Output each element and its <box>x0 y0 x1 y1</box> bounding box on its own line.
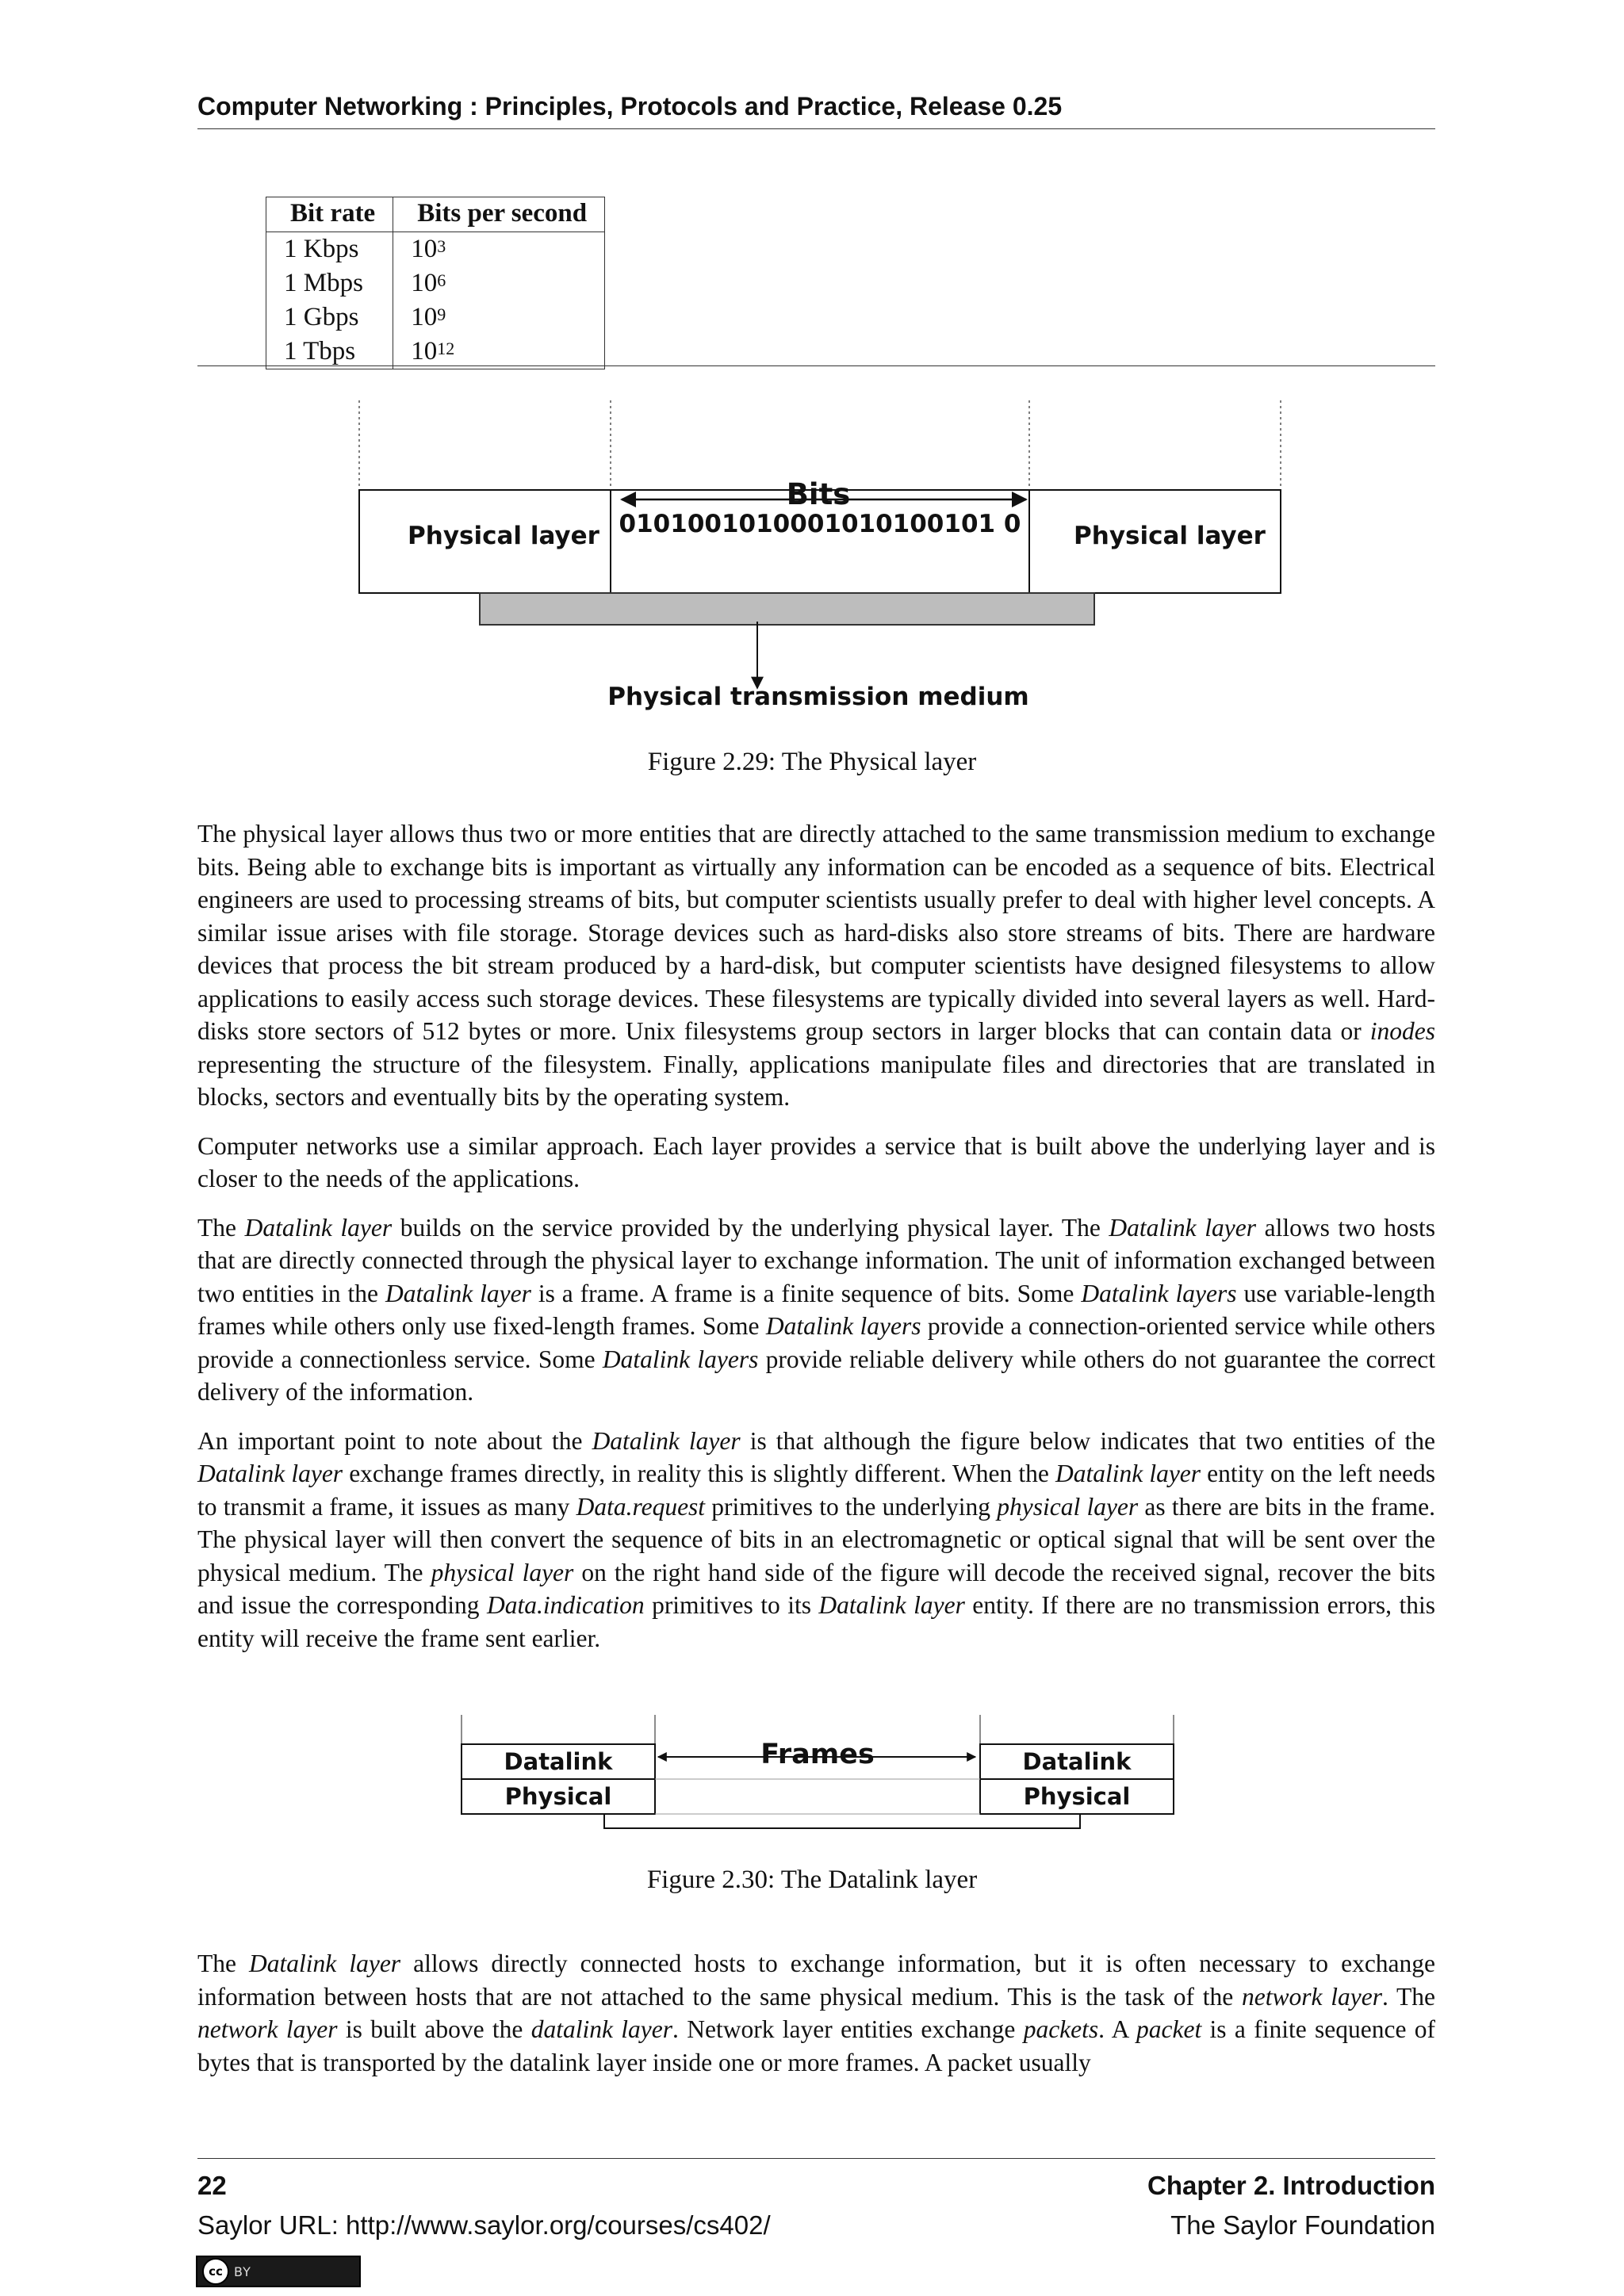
paragraph: The Datalink layer allows directly connected hosts to exchange information, but it is often necessary to exchange information between hosts that are not attached to the same physical medium. This is the task of the network layer. The network layer is built above the datalink layer. Network layer entities exchange packets. A packet is a finite sequence of bytes that is transported by the datalink layer inside one or more frames. A packet usually <box>197 1950 1436 2076</box>
bit-rate-table <box>266 197 605 369</box>
saylor-url: Saylor URL: http://www.saylor.org/courses/cs402/ <box>197 2210 771 2240</box>
table-cell-bps: $10^6$ <box>393 266 605 300</box>
creative-commons-icon: cc <box>202 2258 229 2285</box>
figure-caption: Figure 2.30: The Datalink layer <box>646 1866 978 1894</box>
bits-label: Bits <box>786 477 851 511</box>
cc-license-badge <box>196 2256 361 2287</box>
bitstring-label: 0101001010001010100101 0 <box>619 510 1021 538</box>
table-cell-bps: $10^9$ <box>393 300 605 335</box>
running-header: Computer Networking : Principles, Protocols and Practice, Release 0.25 <box>197 92 1063 121</box>
table-row <box>266 232 605 267</box>
table-header-cell: Bits per second <box>393 197 605 232</box>
table-cell-bps: $10^3$ <box>393 232 605 267</box>
table-cell-rate: 1 Mbps <box>266 266 393 300</box>
table-rule <box>197 365 1435 366</box>
physical-layer-figure <box>0 388 1624 721</box>
left-datalink-label: Datalink <box>504 1748 613 1775</box>
frames-label: Frames <box>760 1739 875 1770</box>
datalink-layer-figure <box>0 1705 1624 1847</box>
table-cell-rate: 1 Kbps <box>266 232 393 267</box>
table-cell-rate: 1 Gbps <box>266 300 393 335</box>
paragraph: Computer networks use a similar approach. Each layer provides a service that is built above the underlying layer and is closer to the needs of the applications. <box>197 1131 1435 1192</box>
paragraph: The physical layer allows thus two or more entities that are directly attached to the same transmission medium to exchange bits. Being able to exchange bits is important as virtually any information can be encoded as a sequence of bits. Electrical engineers are used to processing streams of bits, but computer scientists usually prefer to deal with higher level concepts. A similar issue arises with file storage. Storage devices such as hard-disks also store streams of bits. There are hardware devices that process the bit stream produced by a hard-disk, but computer scientists have designed filesystems to allow applications to easily access such storage devices. These filesystems are typically divided into several layers as well. Hard-disks store sectors of 512 bytes or more. Unix filesystems group sectors in larger blocks that can contain data or inodes representing the structure of the filesystem. Finally, applications manipulate files and directories that are translated in blocks, sectors and eventually bits by the operating system. <box>197 820 1435 1111</box>
table-header-row <box>266 197 605 232</box>
publisher: The Saylor Foundation <box>1170 2210 1435 2240</box>
left-physical-label: Physical layer <box>408 522 599 550</box>
header-rule <box>197 128 1435 129</box>
attribution-label: BY <box>234 2263 251 2279</box>
chapter-title: Chapter 2. Introduction <box>1147 2171 1435 2200</box>
medium-label: Physical transmission medium <box>607 683 1029 711</box>
transmission-medium-bar <box>480 593 1094 625</box>
right-datalink-label: Datalink <box>1022 1748 1132 1775</box>
paragraph: The Datalink layer builds on the service provided by the underlying physical layer. The Datalink layer allows two hosts that are directly connected through the physical layer to exchange information. The unit of information exchanged between two entities in the Datalink layer is a frame. A frame is a finite sequence of bits. Some Datalink layers use variable-length frames while others only use fixed-length frames. Some Datalink layers provide a connection-oriented service while others provide a connectionless service. Some Datalink layers provide reliable delivery while others do not guarantee the correct delivery of the information. <box>197 1213 1436 1406</box>
body-text-block-1 <box>197 817 1435 1670</box>
table-row <box>266 266 605 300</box>
right-physical-label: Physical layer <box>1074 522 1266 550</box>
medium-bracket <box>604 1814 1080 1828</box>
table-cell-bps: $10^{12}$ <box>393 335 605 369</box>
paragraph: An important point to note about the Datalink layer is that although the figure below indicates that two entities of the Datalink layer exchange frames directly, in reality this is slightly different. When the Datalink layer entity on the left needs to transmit a frame, it issues as many Data.request primitives to the underlying physical layer as there are bits in the frame. The physical layer will then convert the sequence of bits in an electromagnetic or optical signal that will be sent over the physical medium. The physical layer on the right hand side of the figure will decode the received signal, recover the bits and issue the corresponding Data.indication primitives to its Datalink layer entity. If there are no transmission errors, this entity will receive the frame sent earlier. <box>197 1426 1436 1652</box>
body-text-block-2 <box>197 1947 1435 2095</box>
right-physical-label: Physical <box>1023 1783 1131 1810</box>
table-header-cell: Bit rate <box>266 197 393 232</box>
figure-caption: Figure 2.29: The Physical layer <box>647 748 977 776</box>
page-number: 22 <box>197 2171 227 2200</box>
table-row <box>266 335 605 369</box>
left-physical-label: Physical <box>504 1783 612 1810</box>
table-row <box>266 300 605 335</box>
table-cell-rate: 1 Tbps <box>266 335 393 369</box>
footer-rule <box>197 2158 1435 2159</box>
